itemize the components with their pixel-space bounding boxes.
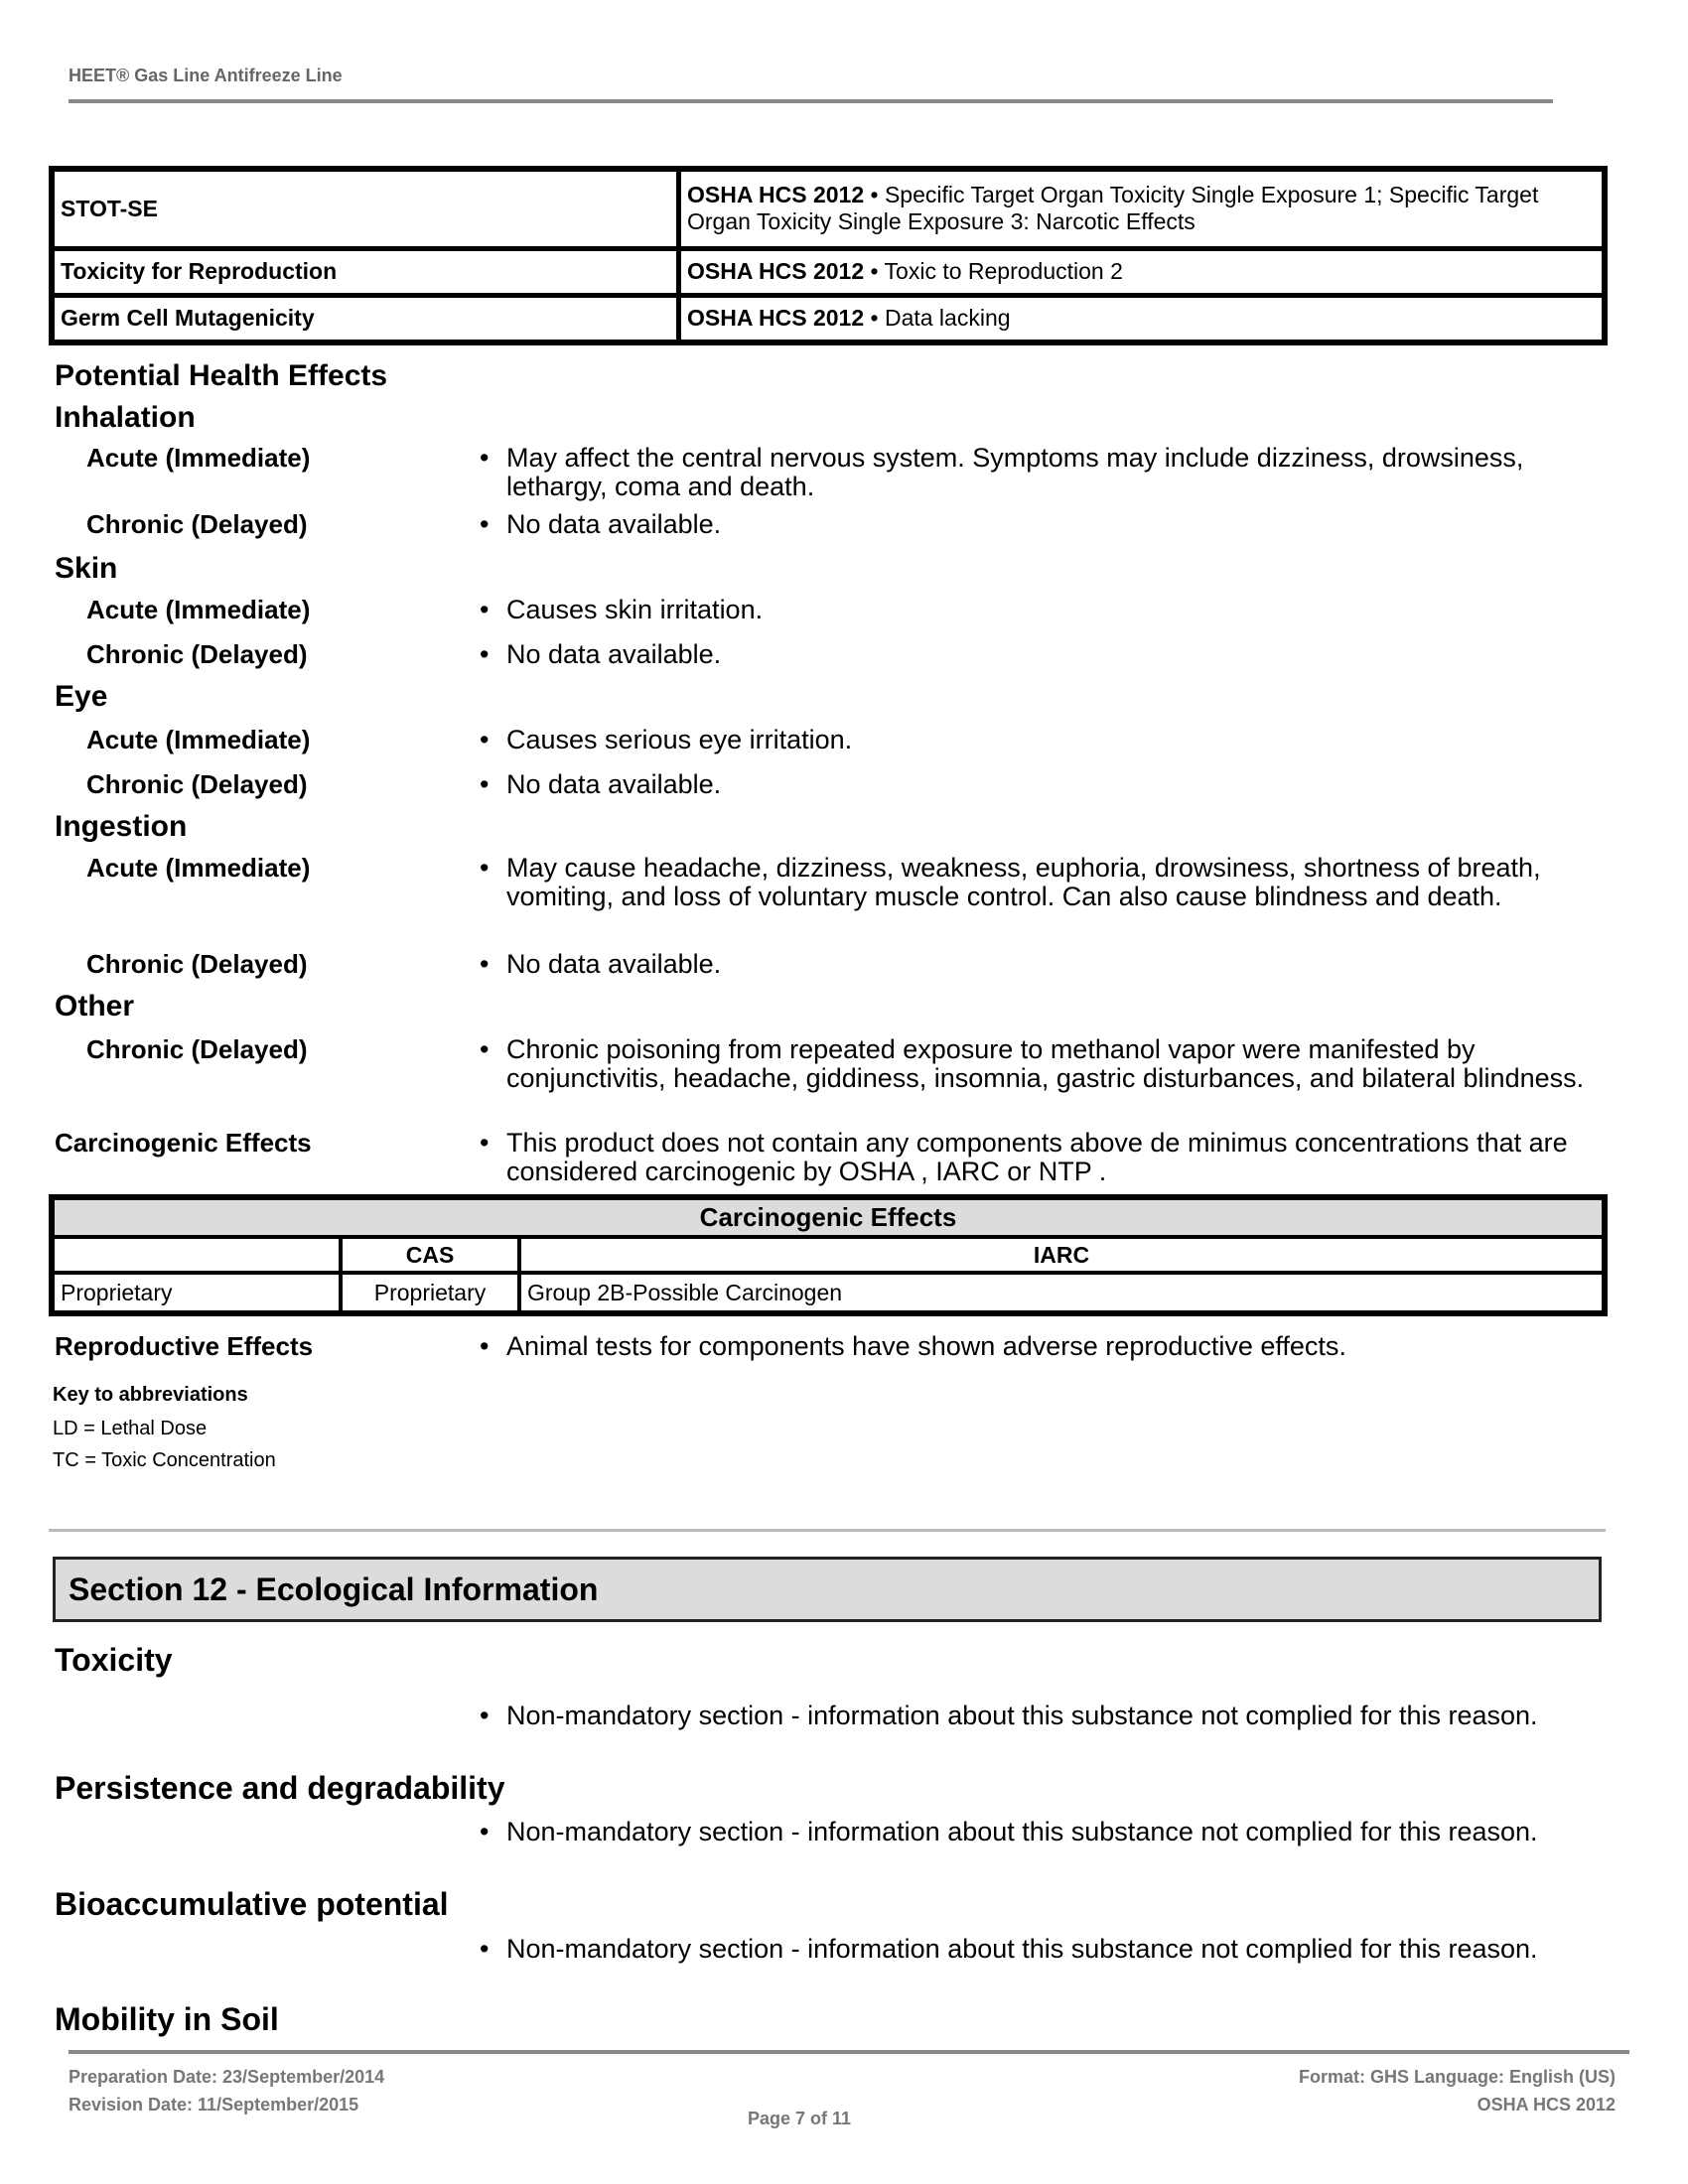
class-standard: OSHA HCS 2012 bbox=[687, 258, 865, 285]
table-title: Carcinogenic Effects bbox=[52, 1197, 1605, 1237]
column-header: IARC bbox=[519, 1237, 1605, 1273]
bullet: • bbox=[870, 258, 879, 285]
key-item: TC = Toxic Concentration bbox=[53, 1449, 276, 1471]
class-value: Data lacking bbox=[884, 305, 1011, 332]
label: Chronic (Delayed) bbox=[86, 509, 308, 539]
cell: Group 2B-Possible Carcinogen bbox=[519, 1273, 1605, 1313]
column-header bbox=[52, 1237, 341, 1273]
bullet: • bbox=[480, 1934, 490, 1964]
bullet: • bbox=[480, 1701, 490, 1730]
subheading-other: Other bbox=[55, 990, 135, 1023]
effect-text: • Animal tests for components have shown adverse reproductive effects. bbox=[480, 1331, 1346, 1361]
effect-text: • Non-mandatory section - information about this substance not complied for this reason. bbox=[480, 1701, 1538, 1730]
effect-text: • Causes serious eye irritation. bbox=[480, 725, 853, 754]
subheading-skin: Skin bbox=[55, 552, 118, 585]
class-standard: OSHA HCS 2012 bbox=[687, 182, 865, 208]
section-title: Section 12 - Ecological Information bbox=[69, 1571, 599, 1607]
effect-text: • Chronic poisoning from repeated exposure to methanol vapor were manifested by conjunctivitis, headache, giddiness, insomnia, gastric disturbances, and bilateral blindness. bbox=[480, 1034, 1585, 1093]
effect-text: • This product does not contain any components above de minimus concentrations that are considered carcinogenic by OSHA , IARC or NTP . bbox=[480, 1128, 1568, 1186]
bullet: • bbox=[480, 509, 490, 539]
section-12-header bbox=[53, 1557, 1602, 1622]
effect-text: • Non-mandatory section - information about this substance not complied for this reason. bbox=[480, 1817, 1538, 1846]
table-row bbox=[52, 1273, 1605, 1313]
table-header-row bbox=[52, 1237, 1605, 1273]
header-divider bbox=[69, 99, 1553, 103]
table-row bbox=[52, 248, 1605, 295]
subheading-eye: Eye bbox=[55, 680, 108, 713]
bullet: • bbox=[480, 1331, 490, 1361]
key-title: Key to abbreviations bbox=[53, 1384, 248, 1406]
subheading: Persistence and degradability bbox=[55, 1770, 505, 1806]
table-row bbox=[52, 169, 1605, 248]
class-standard: OSHA HCS 2012 bbox=[687, 305, 865, 332]
label: Acute (Immediate) bbox=[86, 443, 311, 473]
document-header: HEET® Gas Line Antifreeze Line bbox=[69, 66, 343, 85]
bullet: • bbox=[480, 595, 490, 624]
bullet: • bbox=[480, 1817, 490, 1846]
footer-standard: OSHA HCS 2012 bbox=[1477, 2095, 1616, 2115]
effect-text: • No data available. bbox=[480, 769, 722, 799]
label: Chronic (Delayed) bbox=[86, 1034, 308, 1064]
table-title-row bbox=[52, 1197, 1605, 1237]
effect-text: • No data available. bbox=[480, 509, 722, 539]
label: Acute (Immediate) bbox=[86, 595, 311, 624]
class-value: Specific Target Organ Toxicity Single Exposure 1; Specific Target Organ Toxicity Single Exposure 3: Narcotic Effects bbox=[687, 182, 1539, 235]
effect-text: • Causes skin irritation. bbox=[480, 595, 764, 624]
cell: Proprietary bbox=[52, 1273, 341, 1313]
page-number: Page 7 of 11 bbox=[747, 2109, 852, 2128]
label: Carcinogenic Effects bbox=[55, 1128, 312, 1158]
subheading: Bioaccumulative potential bbox=[55, 1886, 449, 1922]
section-heading: Potential Health Effects bbox=[55, 359, 388, 392]
effect-text: • May affect the central nervous system. Symptoms may include dizziness, drowsiness, lethargy, coma and death. bbox=[480, 443, 1524, 501]
classification-table bbox=[49, 166, 1608, 345]
bullet: • bbox=[480, 1128, 490, 1158]
bullet: • bbox=[480, 853, 490, 883]
cell: Proprietary bbox=[341, 1273, 519, 1313]
bullet: • bbox=[870, 305, 879, 332]
class-label: Germ Cell Mutagenicity bbox=[52, 295, 679, 342]
class-label: STOT-SE bbox=[52, 169, 679, 248]
revision-date: Revision Date: 11/September/2015 bbox=[69, 2095, 359, 2115]
subheading-inhalation: Inhalation bbox=[55, 401, 196, 434]
carcinogenic-table bbox=[49, 1194, 1608, 1316]
format-language: Format: GHS Language: English (US) bbox=[1298, 2067, 1616, 2087]
effect-text: • No data available. bbox=[480, 639, 722, 669]
label: Acute (Immediate) bbox=[86, 853, 311, 883]
subheading-ingestion: Ingestion bbox=[55, 810, 188, 843]
class-label: Toxicity for Reproduction bbox=[52, 248, 679, 295]
label: Chronic (Delayed) bbox=[86, 769, 308, 799]
subheading: Toxicity bbox=[55, 1642, 173, 1678]
footer-divider bbox=[69, 2050, 1629, 2054]
key-item: LD = Lethal Dose bbox=[53, 1418, 208, 1439]
bullet: • bbox=[870, 182, 879, 208]
effect-text: • No data available. bbox=[480, 949, 722, 979]
effect-text: • Non-mandatory section - information about this substance not complied for this reason. bbox=[480, 1934, 1538, 1964]
preparation-date: Preparation Date: 23/September/2014 bbox=[69, 2067, 385, 2087]
label: Chronic (Delayed) bbox=[86, 639, 308, 669]
bullet: • bbox=[480, 725, 490, 754]
bullet: • bbox=[480, 769, 490, 799]
bullet: • bbox=[480, 639, 490, 669]
effect-text: • May cause headache, dizziness, weakness, euphoria, drowsiness, shortness of breath, vomiting, and loss of voluntary muscle control. Can also cause blindness and death. bbox=[480, 853, 1541, 911]
bullet: • bbox=[480, 443, 490, 473]
bullet: • bbox=[480, 1034, 490, 1064]
class-value: Toxic to Reproduction 2 bbox=[884, 258, 1123, 285]
column-header: CAS bbox=[341, 1237, 519, 1273]
bullet: • bbox=[480, 949, 490, 979]
label: Reproductive Effects bbox=[55, 1331, 314, 1361]
subheading: Mobility in Soil bbox=[55, 2001, 279, 2037]
table-row bbox=[52, 295, 1605, 342]
label: Acute (Immediate) bbox=[86, 725, 311, 754]
section-divider bbox=[49, 1529, 1606, 1532]
label: Chronic (Delayed) bbox=[86, 949, 308, 979]
